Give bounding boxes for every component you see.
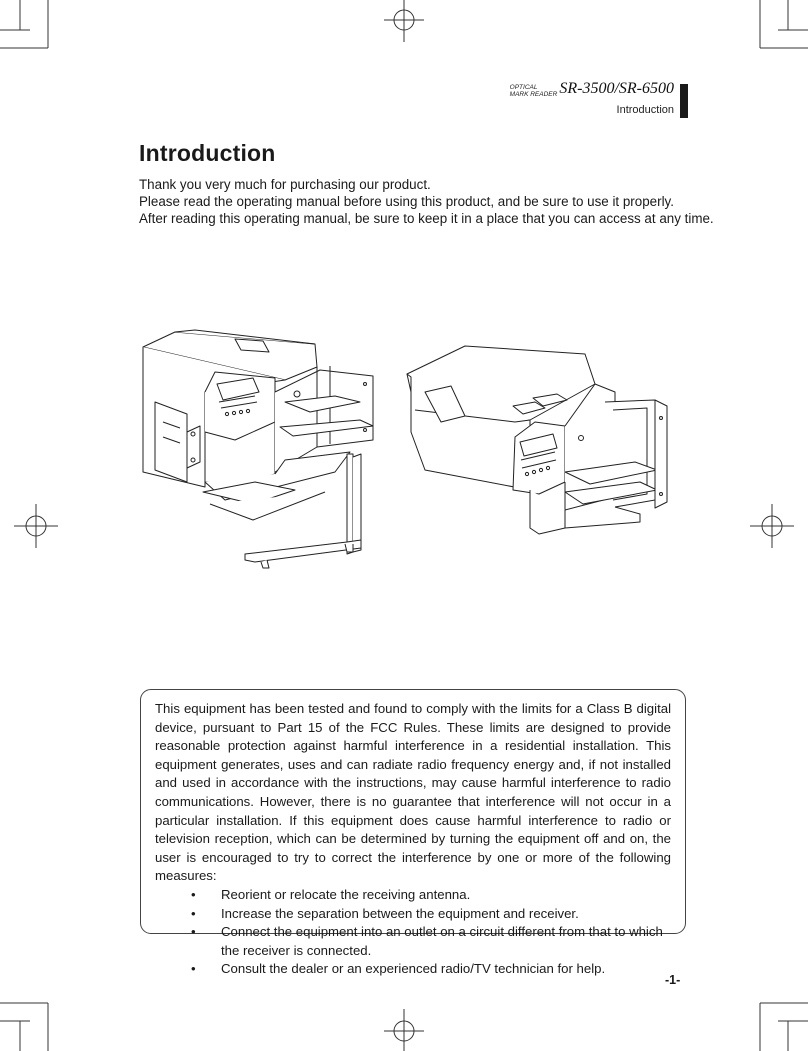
header-brand-line2: MARK READER	[509, 90, 558, 98]
fcc-notice-text: This equipment has been tested and found to comply with the limits for a Class B digital device, pursuant to Part 15 of the FCC Rules. These limits are designed to provide reasonable protection against harmful interference in a residential installation. This equipment generates, uses and can radiate radio frequency energy and, if not installed and used in accordance with the instructions, may cause harmful interference to radio communications. However, there is no guarantee that interference will not occur in a particular installation. If this equipment does cause harmful interference to radio or television reception, which can be determined by turning the equipment off and on, the user is encouraged to try to correct the interference by one or more of the following measures:	[155, 701, 671, 884]
header-model: SR-3500/SR-6500	[559, 80, 674, 97]
desktop-device-icon	[407, 346, 667, 534]
header-tab-bar	[680, 84, 688, 118]
bullet-icon: •	[191, 905, 196, 921]
header-brand-small	[510, 85, 558, 98]
header-brand-line1: OPTICAL	[509, 84, 538, 91]
page-number: -1-	[665, 973, 681, 987]
list-item	[155, 886, 671, 905]
intro-paragraph: After reading this operating manual, be sure to keep it in a place that you can access at any time.	[139, 211, 714, 226]
floor-stand-device-icon	[143, 330, 373, 568]
running-header	[500, 80, 688, 120]
list-item	[155, 923, 671, 960]
bullet-icon: •	[191, 886, 196, 902]
bullet-icon: •	[191, 924, 196, 940]
fcc-measures-list	[155, 886, 671, 979]
intro-paragraph: Thank you very much for purchasing our product.	[139, 177, 431, 192]
measure-text: Increase the separation between the equipment and receiver.	[221, 905, 579, 921]
list-item	[155, 905, 671, 924]
list-item	[155, 960, 671, 979]
measure-text: Reorient or relocate the receiving antenna.	[221, 886, 471, 902]
measure-text: Connect the equipment into an outlet on a circuit different from that to which the receiver is connected.	[221, 924, 663, 958]
measure-text: Consult the dealer or an experienced radio/TV technician for help.	[221, 961, 606, 977]
intro-text	[139, 176, 714, 227]
header-brand	[510, 80, 674, 98]
intro-paragraph: Please read the operating manual before using this product, and be sure to use it properly.	[139, 194, 674, 209]
page-title: Introduction	[139, 140, 276, 166]
product-illustration	[135, 322, 680, 582]
header-section-label: Introduction	[616, 104, 674, 116]
fcc-notice-box	[140, 689, 686, 977]
bullet-icon: •	[191, 961, 196, 977]
